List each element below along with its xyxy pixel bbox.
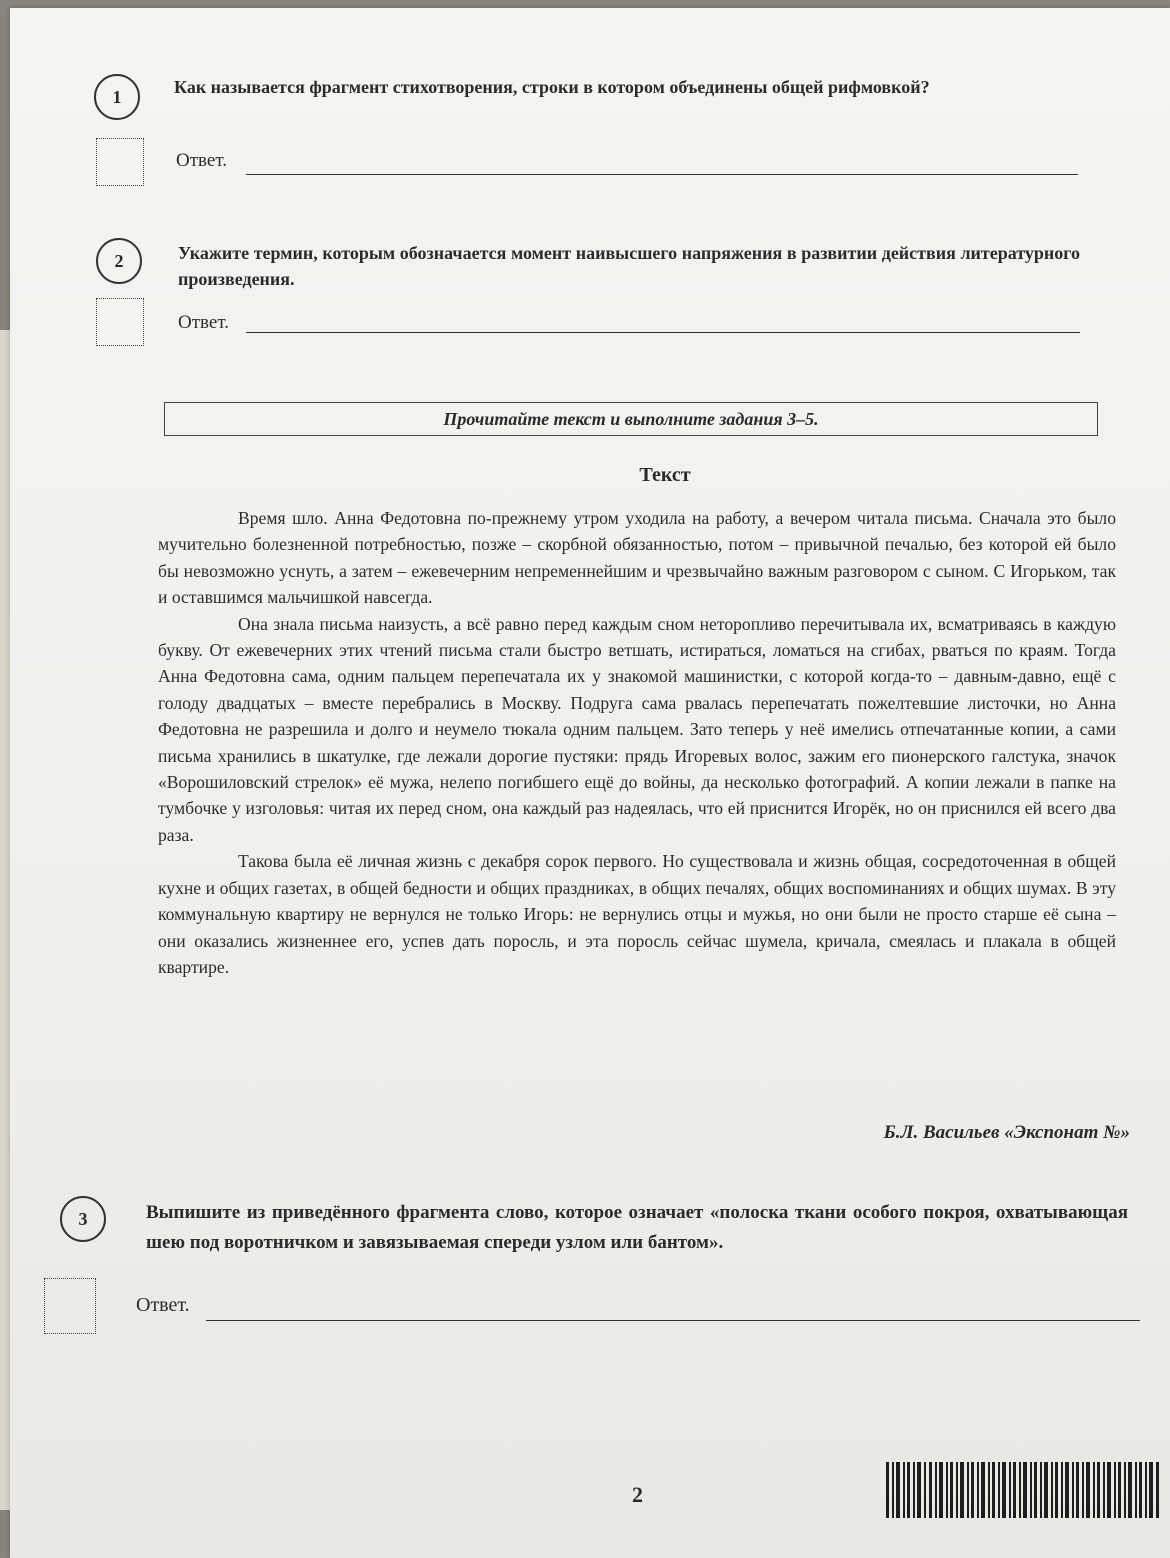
text-paragraph-3: Такова была её личная жизнь с декабря сорок первого. Но существовала и жизнь общая, сосредоточенная в общей кухне и общих газетах, в общей бедности и общих праздниках, в общих печалях, общих воспоминаниях и общих шумах. В эту коммунальную квартиру не вернулся не только Игорь: не вернулись отцы и мужья, но они были не просто старше её сына – они оказались жизненнее его, успев дать поросль, и эта поросль сейчас шумела, кричала, смеялась и плакала в общей квартире. [158, 851, 1116, 977]
task-1-answer-label: Ответ. [176, 150, 227, 171]
task-1-number: 1 [94, 74, 140, 120]
instruction-text: Прочитайте текст и выполните задания 3–5. [443, 408, 819, 429]
instruction-box [164, 402, 1098, 436]
task-2-question: Укажите термин, которым обозначается момент наивысшего напряжения в развитии действия литературного произведения. [178, 243, 1080, 289]
exam-page [10, 8, 1170, 1558]
text-title: Текст [639, 464, 691, 486]
task-1-answer-box[interactable] [96, 138, 144, 186]
task-2-answer-label: Ответ. [178, 312, 229, 333]
task-3-answer-box[interactable] [44, 1278, 96, 1334]
reading-text [158, 505, 1116, 980]
task-1-answer-line[interactable] [246, 174, 1078, 175]
text-paragraph-1: Время шло. Анна Федотовна по-прежнему утром уходила на работу, а вечером читала письма. Сначала это было мучительно болезненной потребностью, позже – скорбной обязанностью, потом – привычной печалью, без которой ей было бы невозможно уснуть, а затем – ежевечерним непременнейшим и чрезвычайно важным разговором с сыном. С Игорьком, так и оставшимся мальчишкой навсегда. [158, 508, 1116, 608]
task-3-question: Выпишите из приведённого фрагмента слово, которое означает «полоска ткани особого покроя, охватывающая шею под воротничком и завязываемая спереди узлом или бантом». [146, 1202, 1128, 1253]
task-1-question: Как называется фрагмент стихотворения, строки в котором объединены общей рифмовкой? [174, 77, 930, 97]
barcode [886, 1462, 1160, 1518]
text-attribution: Б.Л. Васильев «Экспонат №» [883, 1122, 1130, 1143]
task-2-answer-line[interactable] [246, 332, 1080, 333]
task-3-answer-label: Ответ. [136, 1294, 190, 1316]
task-3-answer-line[interactable] [206, 1320, 1140, 1321]
page-number: 2 [632, 1482, 643, 1507]
task-2-number: 2 [96, 238, 142, 284]
task-3-number: 3 [60, 1196, 106, 1242]
task-2-answer-box[interactable] [96, 298, 144, 346]
text-paragraph-2: Она знала письма наизусть, а всё равно перед каждым сном неторопливо перечитывала их, всматриваясь в каждую букву. От ежевечерних этих чтений письма стали быстро ветшать, истираться, ломаться на сгибах, рваться по краям. Тогда Анна Федотовна сама, одним пальцем перепечатала их у знакомой машинистки, с которой когда-то – давным-давно, ещё с голоду двадцатых – вместе перебрались в Москву. Подруга сама рвалась перепечатать пожелтевшие листочки, но Анна Федотовна не разрешила и долго и неумело тюкала одним пальцем. Зато теперь у неё имелись отпечатанные копии, а сами письма хранились в шкатулке, где лежали дорогие пустяки: прядь Игоревых волос, зажим его пионерского галстука, значок «Ворошиловский стрелок» её мужа, нелепо погибшего ещё до войны, да несколько фотографий. А копии лежали в папке на тумбочке у изголовья: читая их перед сном, она каждый раз надеялась, что ей приснится Игорёк, но он приснился ей всего два раза. [158, 613, 1116, 845]
